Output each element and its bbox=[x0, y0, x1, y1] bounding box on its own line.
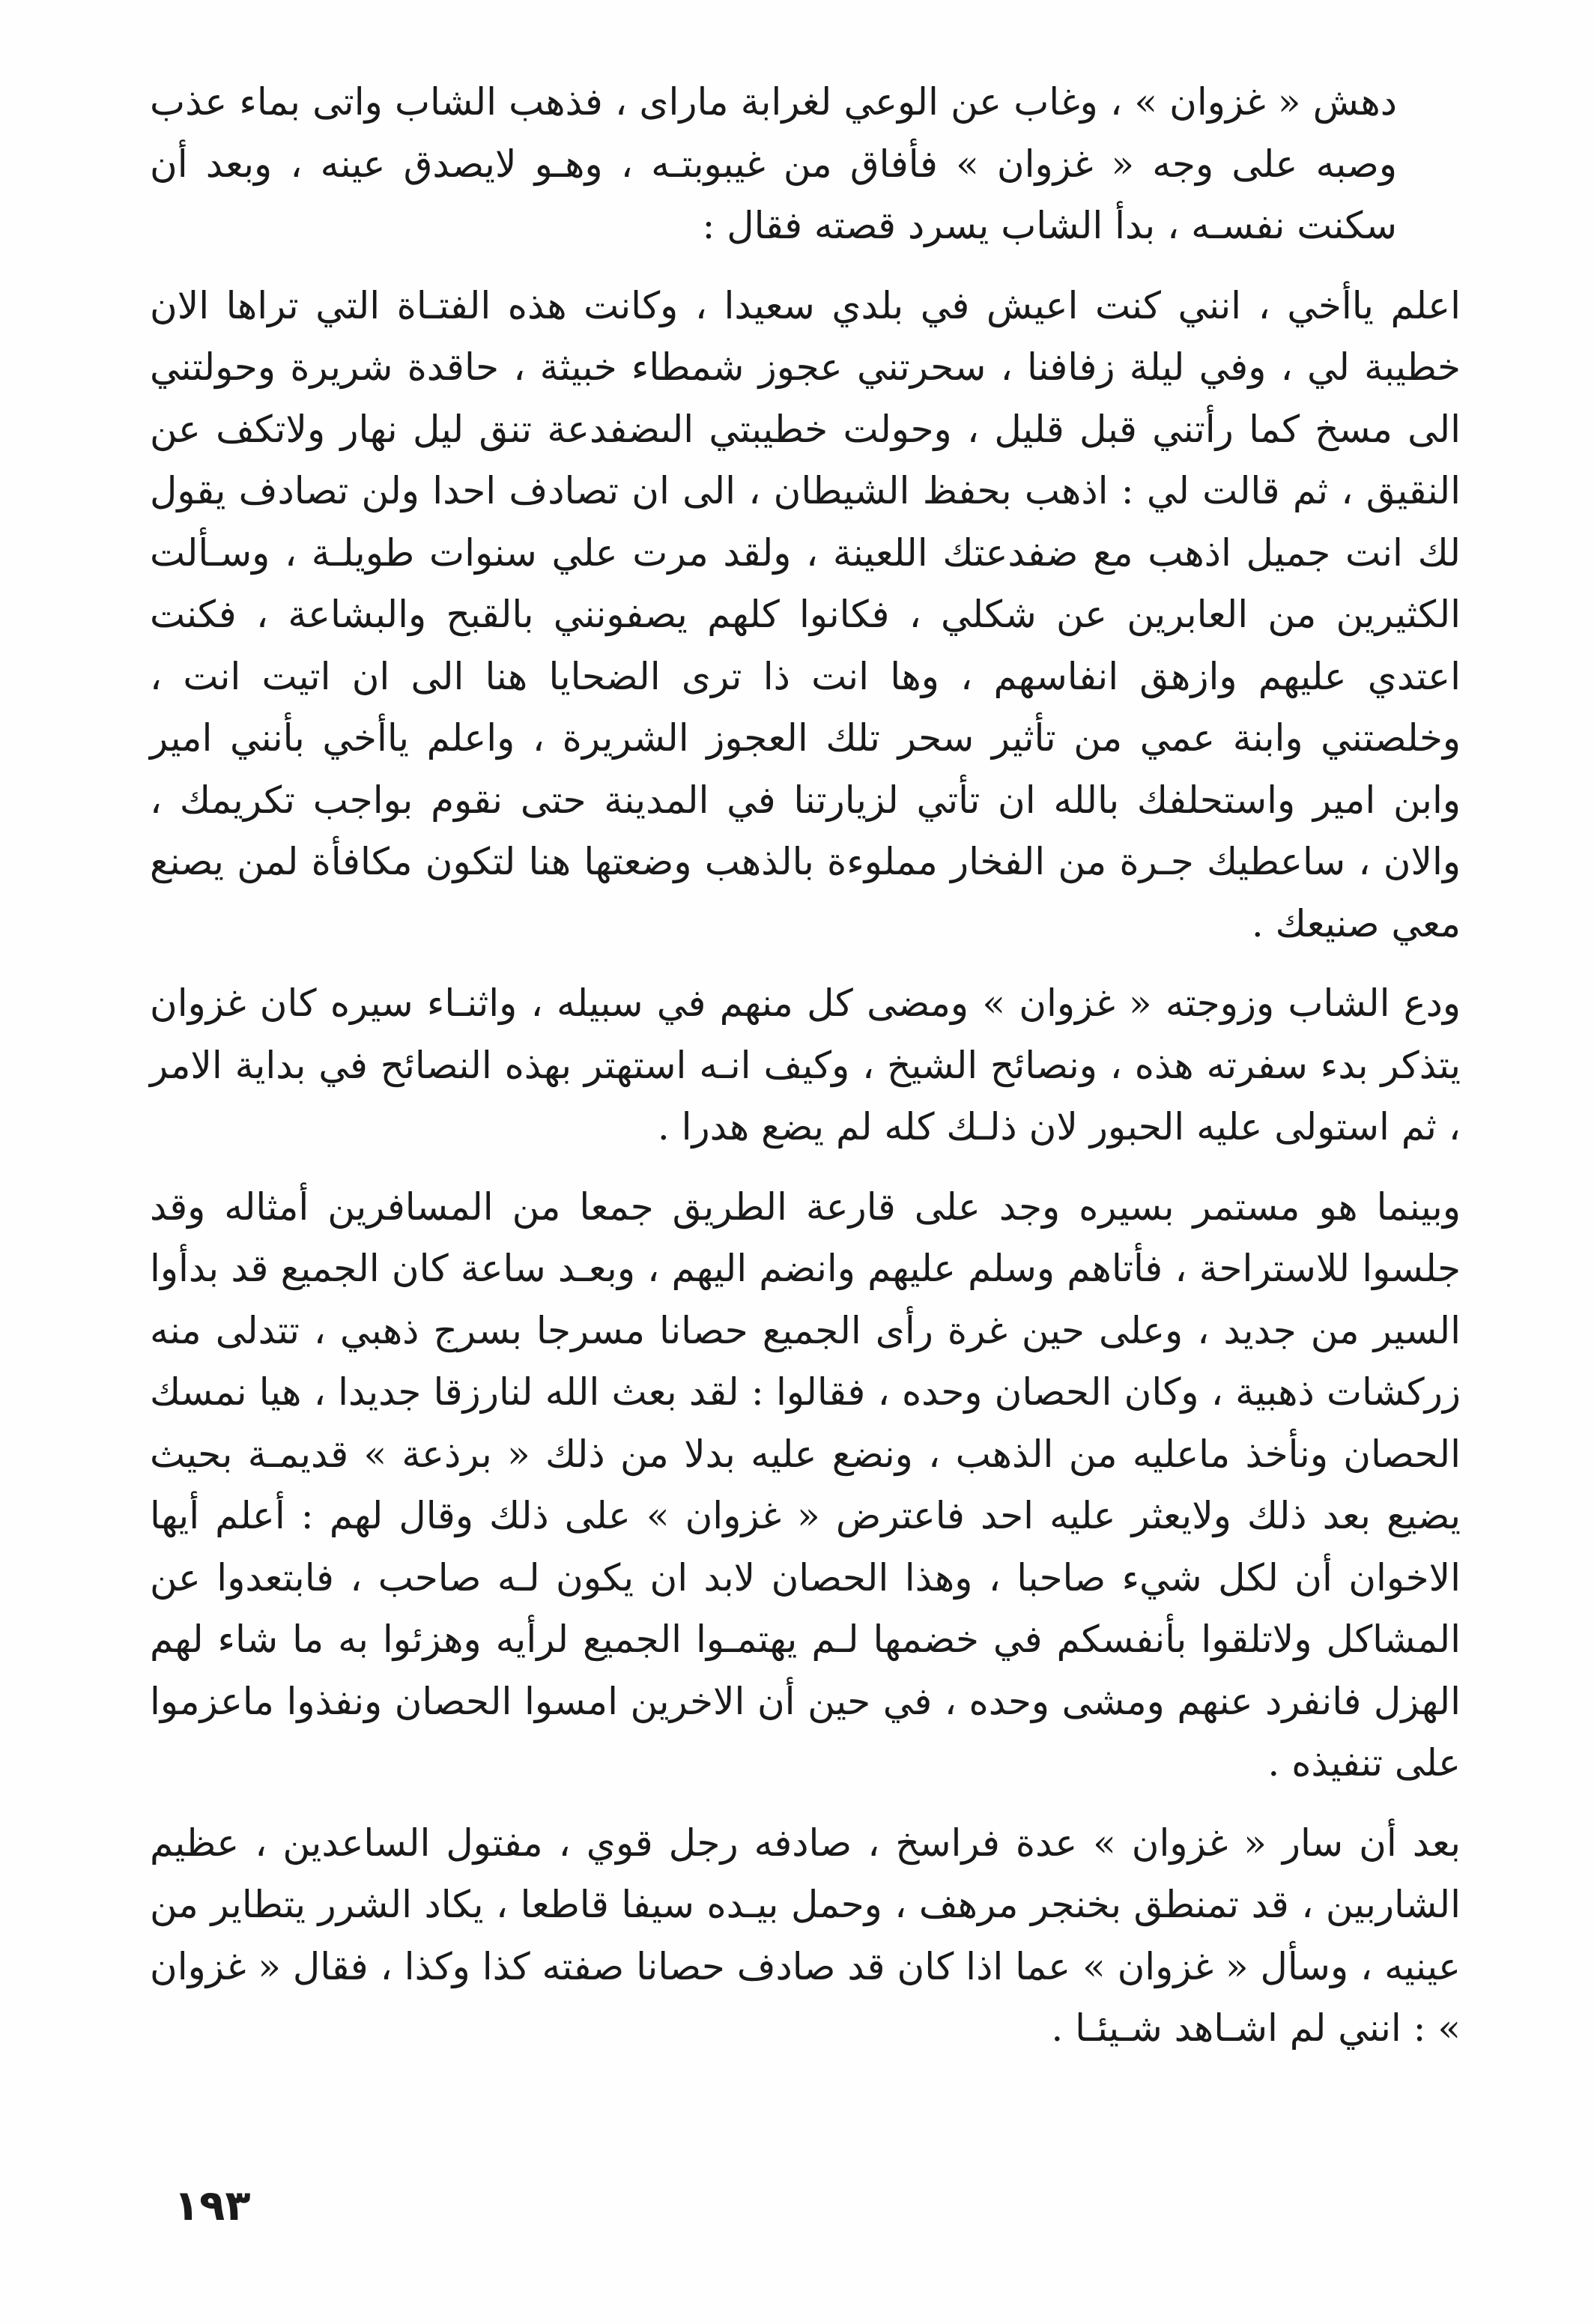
page-number: ١٩٣ bbox=[174, 2182, 251, 2230]
paragraph-5: بعد أن سار « غزوان » عدة فراسخ ، صادفه رجل قوي ، مفتول الساعدين ، عظيم الشاربين ، قد تمنطق بخنجر مرهف ، وحمل بيـده سيفا قاطعا ، يكاد الشرر يتطاير من عينيه ، وسأل « غزوان » عما اذا كان قد صادف حصانا صفته كذا وكذا ، فقال « غزوان » : انني لم اشـاهد شـيئـا . bbox=[150, 1821, 1461, 2050]
paragraph-2: اعلم ياأخي ، انني كنت اعيش في بلدي سعيدا ، وكانت هذه الفتـاة التي تراها الان خطيبة لي ، وفي ليلة زفافنا ، سحرتني عجوز شمطاء خبيثة ، حاقدة شريرة وحولتني الى مسخ كما رأتني قبل قليل ، وحولت خطيبتي الىضفدعة تنق ليل نهار ولاتكف عن النقيق ، ثم قالت لي : اذهب بحفظ الشيطان ، الى ان تصادف احدا ولن تصادف يقول لك انت جميل اذهب مع ضفدعتك اللعينة ، ولقد مرت علي سنوات طويلـة ، وسـألت الكثيرين من العابرين عن شكلي ، فكانوا كلهم يصفونني بالقبح والبشاعة ، فكنت اعتدي عليهم وازهق انفاسهم ، وها انت ذا ترى الضحايا هنا الى ان اتيت انت ، وخلصتني وابنة عمي من تأثير سحر تلك العجوز الشريرة ، واعلم ياأخي بأنني امير وابن امير واستحلفك بالله ان تأتي لزيارتنا في المدينة حتى نقوم بواجب تكريمك ، والان ، ساعطيك جـرة من الفخار مملوءة بالذهب وضعتها هنا لتكون مكافأة لمن يصنع معي صنيعك . bbox=[150, 283, 1461, 945]
paragraph-3: ودع الشاب وزوجته « غزوان » ومضى كل منهم في سبيله ، واثنـاء سيره كان غزوان يتذكر بدء سفرته هذه ، ونصائح الشيخ ، وكيف انـه استهتر بهذه النصائح في بداية الامر ، ثم استولى عليه الحبور لان ذلـك كله لم يضع هدرا . bbox=[150, 981, 1461, 1149]
paragraph-1: دهش « غزوان » ، وغاب عن الوعي لغرابة ماراى ، فذهب الشاب واتى بماء عذب وصبه على وجه « غزوان » فأفاق من غيبوبتـه ، وهـو لايصدق عينه ، وبعد أن سكنت نفسـه ، بدأ الشاب يسرد قصته فقال : bbox=[150, 80, 1397, 247]
paragraph-4: وبينما هو مستمر بسيره وجد على قارعة الطريق جمعا من المسافرين أمثاله وقد جلسوا للاستراحة ، فأتاهم وسلم عليهم وانضم اليهم ، وبعـد ساعة كان الجميع قد بدأوا السير من جديد ، وعلى حين غرة رأى الجميع حصانا مسرجا بسرج ذهبي ، تتدلى منه زركشات ذهبية ، وكان الحصان وحده ، فقالوا : لقد بعث الله لنارزقا جديدا ، هيا نمسك الحصان ونأخذ ماعليه من الذهب ، ونضع عليه بدلا من ذلك « برذعة » قديمـة بحيث يضيع بعد ذلك ولايعثر عليه احد فاعترض « غزوان » على ذلك وقال لهم : أعلم أيها الاخوان أن لكل شيء صاحبا ، وهذا الحصان لابد ان يكون لـه صاحب ، فابتعدوا عن المشاكل ولاتلقوا بأنفسكم في خضمها لـم يهتمـوا الجميع لرأيه وهزئوا به ما شاء لهم الهزل فانفرد عنهم ومشى وحده ، في حين أن الاخرين امسوا الحصان ونفذوا ماعزموا على تنفيذه . bbox=[150, 1184, 1461, 1785]
body-text bbox=[150, 71, 1461, 2060]
